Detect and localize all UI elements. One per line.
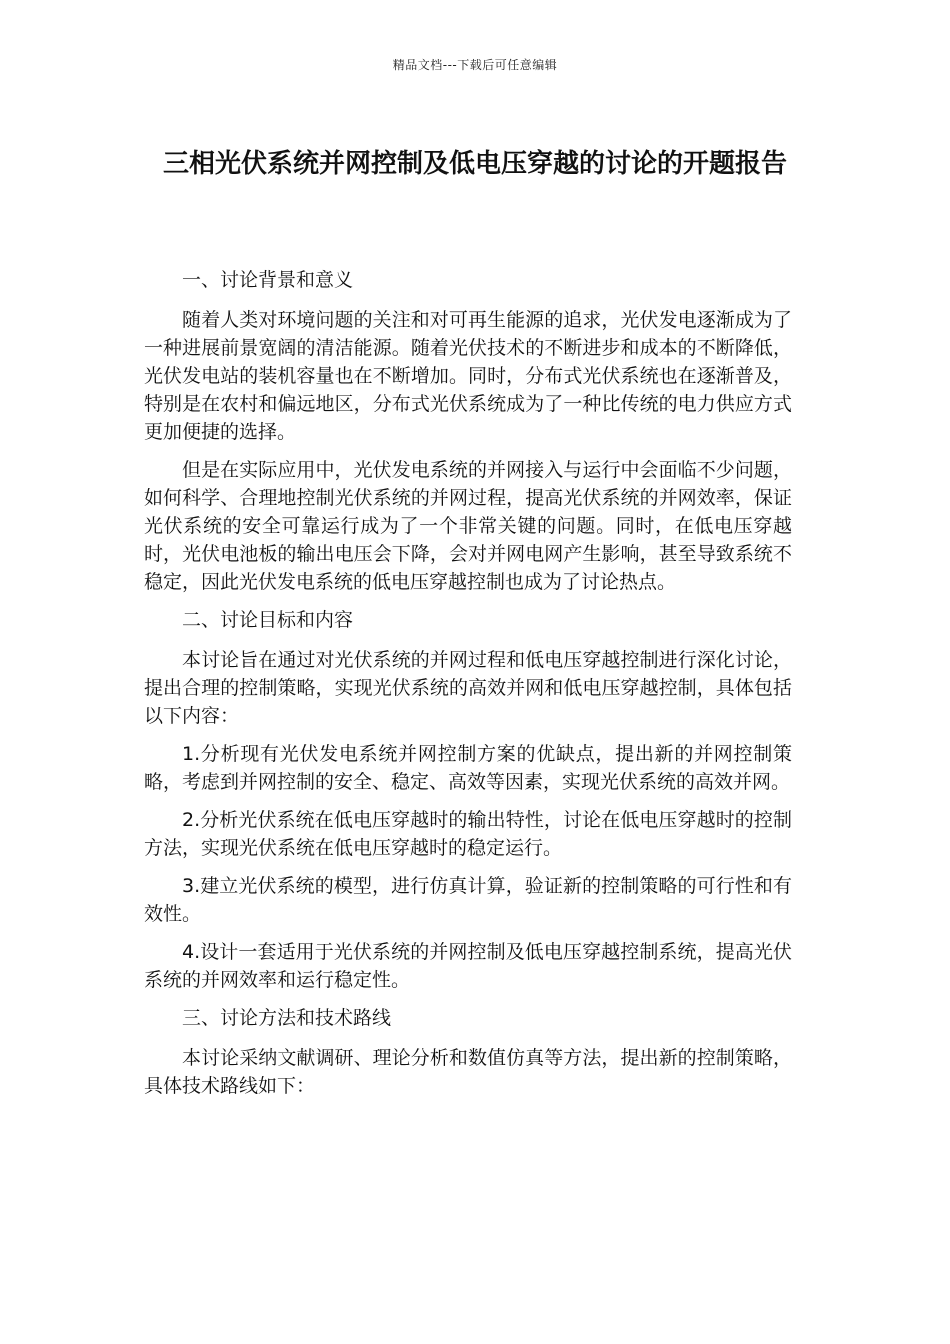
list-item-goal-2: 2.分析光伏系统在低电压穿越时的输出特性，讨论在低电压穿越时的控制方法，实现光伏系统在低电压穿越时的稳定运行。 [144, 809, 792, 859]
paragraph-goals-intro: 本讨论旨在通过对光伏系统的并网过程和低电压穿越控制进行深化讨论，提出合理的控制策略，实现光伏系统的高效并网和低电压穿越控制，具体包括以下内容： [144, 649, 792, 727]
section-heading-methods: 三、讨论方法和技术路线 [182, 1007, 392, 1029]
list-item-goal-4: 4.设计一套适用于光伏系统的并网控制及低电压穿越控制系统，提高光伏系统的并网效率和运行稳定性。 [144, 941, 792, 991]
section-heading-goals: 二、讨论目标和内容 [182, 609, 354, 631]
document-body [144, 266, 792, 1110]
list-item-goal-3: 3.建立光伏系统的模型，进行仿真计算，验证新的控制策略的可行性和有效性。 [144, 875, 792, 925]
page-header-note: 精品文档---下载后可任意编辑 [392, 58, 558, 72]
paragraph-background-2: 但是在实际应用中，光伏发电系统的并网接入与运行中会面临不少问题，如何科学、合理地控制光伏系统的并网过程，提高光伏系统的并网效率，保证光伏系统的安全可靠运行成为了一个非常关键的问题。同时，在低电压穿越时，光伏电池板的输出电压会下降，会对并网电网产生影响，甚至导致系统不稳定，因此光伏发电系统的低电压穿越控制也成为了讨论热点。 [144, 459, 792, 593]
paragraph-methods: 本讨论采纳文献调研、理论分析和数值仿真等方法，提出新的控制策略，具体技术路线如下： [144, 1047, 792, 1097]
document-title: 三相光伏系统并网控制及低电压穿越的讨论的开题报告 [162, 149, 787, 179]
paragraph-background-1: 随着人类对环境问题的关注和对可再生能源的追求，光伏发电逐渐成为了一种进展前景宽阔的清洁能源。随着光伏技术的不断进步和成本的不断降低，光伏发电站的装机容量也在不断增加。同时，分布式光伏系统也在逐渐普及，特别是在农村和偏远地区，分布式光伏系统成为了一种比传统的电力供应方式更加便捷的选择。 [144, 309, 792, 443]
section-heading-background: 一、讨论背景和意义 [182, 269, 354, 291]
list-item-goal-1: 1.分析现有光伏发电系统并网控制方案的优缺点，提出新的并网控制策略，考虑到并网控制的安全、稳定、高效等因素，实现光伏系统的高效并网。 [144, 743, 792, 793]
